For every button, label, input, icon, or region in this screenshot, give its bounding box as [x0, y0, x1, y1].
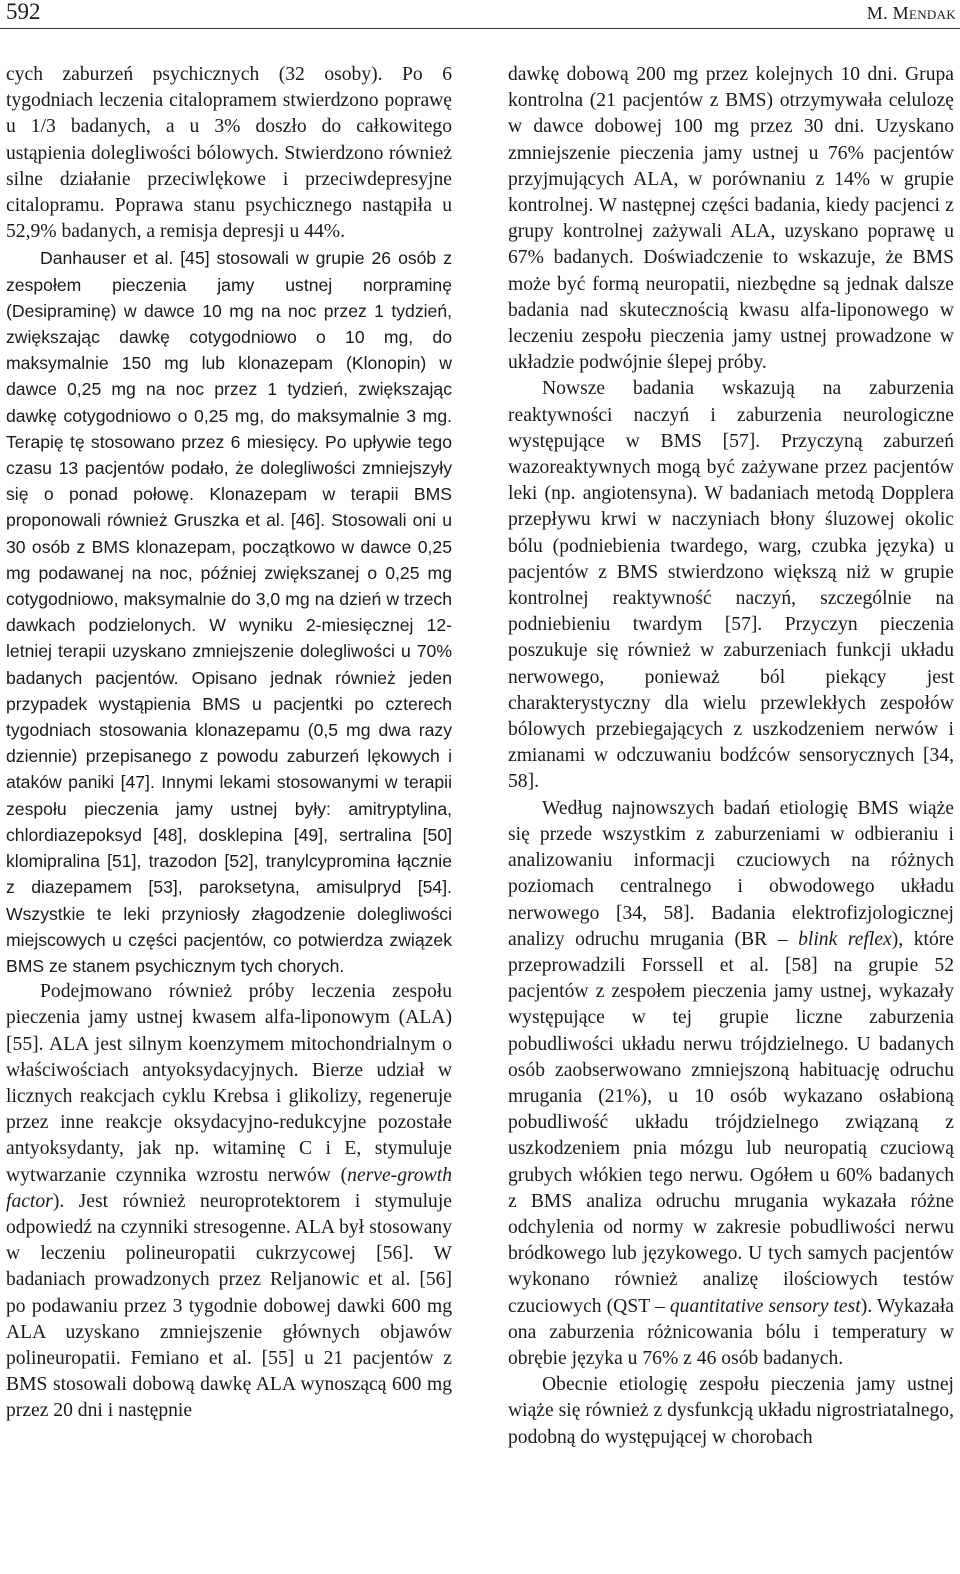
left-p3-text-b: ). Jest również neuroprotektorem i stymuluje odpowiedź na czynniki stresogenne. ALA był stosowany w leczeniu polineuropatii cukrzycowej [56]. W badaniach prowadzonych przez Reljanowic et al. [56] po podawaniu przez 3 tygodnie dobowej dawki 600 mg ALA uzyskano zmniejszenie głównych objawów polineuropatii. Femiano et al. [55] u 21 pacjentów z BMS stosowali dobową dawkę ALA wynoszącą 600 mg przez 20 dni i następnie	[6, 1190, 452, 1422]
left-paragraph-2: Danhauser et al. [45] stosowali w grupie 26 osób z zespołem pieczenia jamy ustnej norpraminę (Desipraminę) w dawce 10 mg na noc przez 1 tydzień, zwiększając dawkę cotygodniowo o 10 mg, do maksymalnie 150 mg lub klonazepam (Klonopin) w dawce 0,25 mg na noc przez 1 tydzień, zwiększając dawkę cotygodniowo o 0,25 mg, do maksymalnie 3 mg. Terapię tę stosowano przez 6 miesięcy. Po upływie tego czasu 13 pacjentów podało, że dolegliwości zmniejszyły się o ponad połowę. Klonazepam w terapii BMS proponowali również Gruszka et al. [46]. Stosowali oni u 30 osób z BMS klonazepam, początkowo w dawce 0,25 mg podawanej na noc, później zwiększanej o 0,25 mg cotygodniowo, maksymalnie do 3,0 mg na dzień w trzech dawkach podzielonych. W wyniku 2-miesięcznej 12-letniej terapii uzyskano zmniejszenie dolegliwości u 70% badanych pacjentów. Opisano jednak również jeden przypadek wystąpienia BMS u pacjentki po czterech tygodniach stosowania klonazepamu (0,5 mg dwa razy dziennie) przepisanego z powodu zaburzeń lękowych i ataków paniki [47]. Innymi lekami stosowanymi w terapii zespołu pieczenia jamy ustnej były: amitryptylina, chlordiazepoksyd [48], dosklepina [49], sertralina [50] klomipralina [51], trazodon [52], tranylcypromina łącznie z diazepamem [53], paroksetyna, amisulpryd [54]. Wszystkie te leki przyniosły złagodzenie dolegliwości miejscowych u części pacjentów, co potwierdza związek BMS ze stanem psychicznym tych chorych.	[6, 248, 452, 976]
right-column	[508, 62, 954, 1572]
right-paragraph-3	[508, 796, 954, 1372]
right-paragraph-4: Obecnie etiologię zespołu pieczenia jamy ustnej wiąże się również z dysfunkcją układu nigrostriatalnego, podobną do występującej w chorobach	[508, 1374, 954, 1448]
page-number: 592	[6, 0, 41, 24]
right-p3-italic-term-1: blink reflex	[798, 928, 892, 950]
right-p3-text-b: ), które przeprowadzili Forssell et al. [58] na grupie 52 pacjentów z zespołem pieczenia jamy ustnej, wykazały występujące w tej grupie liczne zaburzenia pobudliwości układu nerwu trójdzielnego. U badanych osób zaobserwowano zmniejszoną habituację odruchu mrugania (21%), u 10 osób wykazano osłabioną pobudliwość układu trójdzielnego związaną z uszkodzeniem pnia mózgu lub neuropatią czuciową grubych włókien tego nerwu. Ogółem u 60% badanych z BMS analiza odruchu mrugania wykazała różne odchylenia od normy w zakresie pobudliwości nerwu bródkowego lub językowego. U tych samych pacjentów wykonano również analizę ilościowych testów czuciowych (QST –	[508, 928, 954, 1317]
left-paragraph-3	[6, 979, 452, 1424]
author-surname-smallcaps: ENDAK	[909, 7, 956, 22]
right-paragraph-1: dawkę dobową 200 mg przez kolejnych 10 dni. Grupa kontrolna (21 pacjentów z BMS) otrzymywała celulozę w dawce dobowej 100 mg przez 30 dni. Uzyskano zmniejszenie pieczenia jamy ustnej u 76% pacjentów przyjmujących ALA, w porównaniu z 14% w grupie kontrolnej. W następnej części badania, kiedy pacjenci z grupy kontrolnej zażywali ALA, uzyskano poprawę u 67% badanych. Doświadczenie to wskazuje, że BMS może być formą neuropatii, niezbędne są jednak dalsze badania nad skutecznością kwasu alfa-liponowego w leczeniu zespołu pieczenia jamy ustnej prowadzone w układzie podwójnie ślepej próby.	[508, 64, 954, 374]
page-header	[0, 0, 960, 26]
left-p3-italic-term: nerve-growth factor	[6, 1164, 452, 1212]
left-paragraph-1: cych zaburzeń psychicznych (32 osoby). Po 6 tygodniach leczenia citalopramem stwierdzono poprawę u 1/3 badanych, a u 3% doszło do całkowitego ustąpienia dolegliwości bólowych. Stwierdzono również silne działanie przeciwlękowe i przeciwdepresyjne citalopramu. Poprawa stanu psychicznego nastąpiła u 52,9% badanych, a remisja depresji u 44%.	[6, 64, 452, 243]
header-rule	[0, 28, 960, 29]
right-p3-italic-term-2: quantitative sensory test	[669, 1295, 861, 1317]
right-p3-text-c: ). Wykazała ona zaburzenia różnicowania bólu i temperatury w obrębie języka u 76% z 46 osób badanych.	[508, 1295, 954, 1369]
author-initial: M. M	[866, 3, 909, 23]
running-head-author	[867, 3, 956, 25]
right-p3-text-a: Według najnowszych badań etiologię BMS wiąże się przede wszystkim z zaburzeniami w odbieraniu i analizowaniu informacji czuciowych na różnych poziomach centralnego i obwodowego układu nerwowego [34, 58]. Badania elektrofizjologicznej analizy odruchu mrugania (BR –	[508, 797, 954, 950]
left-column	[6, 62, 452, 1572]
left-p3-text-a: Podejmowano również próby leczenia zespołu pieczenia jamy ustnej kwasem alfa-liponowym (ALA) [55]. ALA jest silnym koenzymem mitochondrialnym o właściwościach antyoksydacyjnych. Bierze udział w licznych reakcjach cyklu Krebsa i glikolizy, regeneruje przez inne reakcje oksydacyjno-redukcyjne pozostałe antyoksydanty, jak np. witaminę C i E, stymuluje wytwarzanie czynnika wzrostu nerwów (	[6, 981, 452, 1186]
right-paragraph-2: Nowsze badania wskazują na zaburzenia reaktywności naczyń i zaburzenia neurologiczne występujące w BMS [57]. Przyczyną zaburzeń wazoreaktywnych mogą być zażywane przez pacjentów leki (np. angiotensyna). W badaniach metodą Dopplera przepływu krwi w naczyniach błony śluzowej okolic bólu (podniebienia twardego, warg, czubka języka) u pacjentów z BMS stwierdzono większą niż w grupie kontrolnej reaktywność naczyń, szczególnie na podniebieniu twardym [57]. Przyczyn pieczenia poszukuje się również w zaburzeniach funkcji układu nerwowego, ponieważ ból piekący jest charakterystyczny dla wielu przewlekłych zespołów bólowych przebiegających z uszkodzeniem nerwów i zmianami w odczuwaniu bodźców sensorycznych [34, 58].	[508, 378, 954, 793]
